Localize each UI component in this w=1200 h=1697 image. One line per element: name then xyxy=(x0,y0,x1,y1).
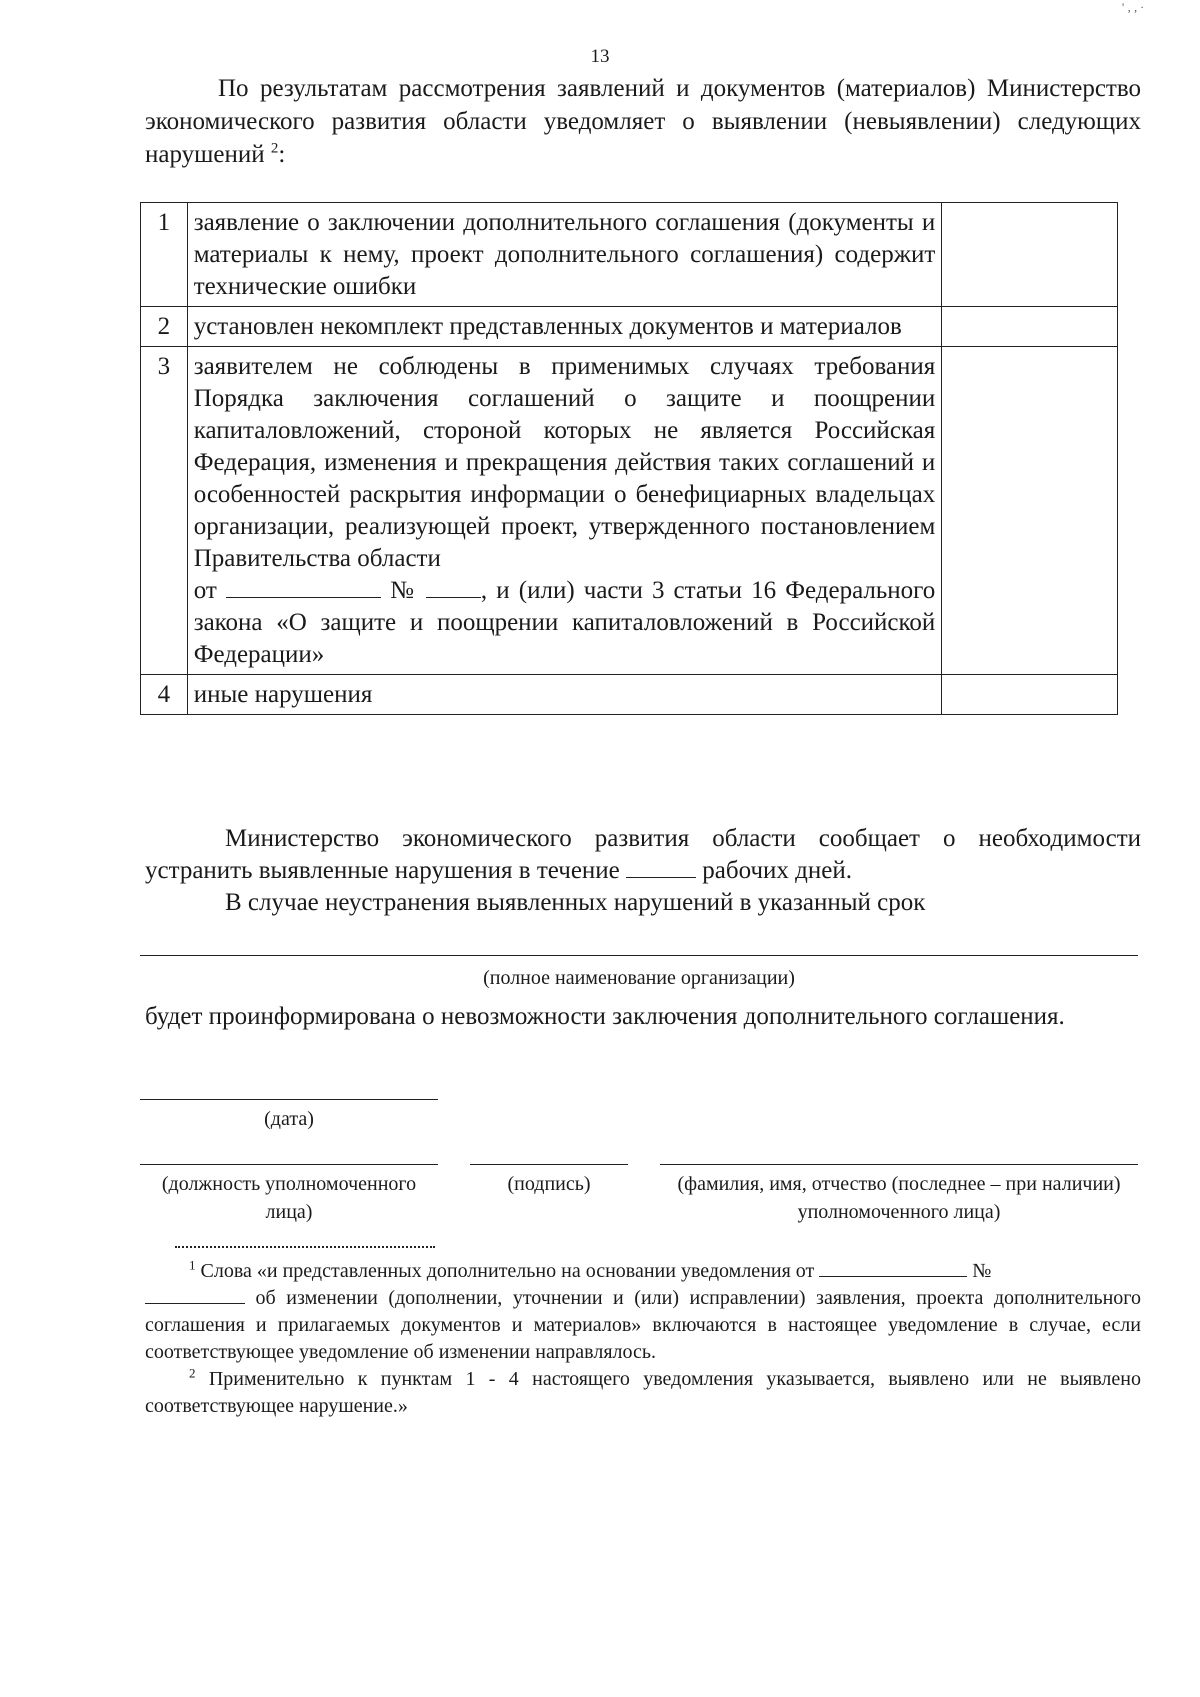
footnote-date-blank[interactable] xyxy=(819,1258,967,1277)
row-number: 1 xyxy=(141,203,188,307)
number-sign: № xyxy=(390,577,417,604)
intro-text: По результатам рассмотрения заявлений и документов (материалов) Министерство экономического развития области уведомляет о выявлении (невыявлении) следующих нарушений xyxy=(145,75,1141,168)
footnote-separator xyxy=(175,1246,435,1248)
table-row xyxy=(141,307,1118,347)
signature-caption: (подпись) xyxy=(507,1173,591,1195)
table-row xyxy=(141,347,1118,675)
date-line[interactable] xyxy=(140,1099,438,1100)
from-label: от xyxy=(193,577,217,604)
full-name-line[interactable] xyxy=(660,1164,1138,1165)
org-name-caption: (полное наименование организации) xyxy=(483,967,795,989)
violation-text-cell xyxy=(187,347,942,675)
footnote-1-text: Слова «и представленных дополнительно на основании уведомления от xyxy=(200,1260,815,1282)
violation-text: заявителем не соблюдены в применимых случаях требования Порядка заключения соглашений о защите и поощрении капиталовложений, стороной которых не является Российская Федерация, изменения и прекращения действия таких соглашений и особенностей раскрытия информации о бенефициарных владельцах организации, реализующей проект, утвержденного постановлением Правительства области xyxy=(193,353,936,572)
row-number: 4 xyxy=(141,675,188,715)
footnote-ref-2: 2 xyxy=(270,140,279,157)
violations-table xyxy=(140,202,1118,715)
row-number: 2 xyxy=(141,307,188,347)
footnote-2 xyxy=(145,1366,1141,1420)
message-line2: В случае неустранения выявленных нарушений в указанный срок xyxy=(225,889,926,916)
org-name-line[interactable] xyxy=(140,955,1138,956)
full-name-caption: (фамилия, имя, отчество (последнее – при наличии) уполномоченного лица) xyxy=(677,1173,1121,1223)
date-blank[interactable] xyxy=(226,575,381,598)
footnote-number-sign: № xyxy=(972,1260,992,1282)
footnotes xyxy=(145,1258,1141,1420)
position-line[interactable] xyxy=(140,1164,438,1165)
page-number: 13 xyxy=(590,46,610,67)
footnote-2-text: Применительно к пунктам 1 - 4 настоящего уведомления указывается, выявлено или не выявлено соответствующее нарушение.» xyxy=(145,1368,1141,1417)
footnote-1-mark: 1 xyxy=(189,1257,196,1273)
violation-text: заявление о заключении дополнительного соглашения (документы и материалы к нему, проект дополнительного соглашения) содержит технические ошибки xyxy=(187,203,942,307)
scan-corner-mark: ' ‚ , · xyxy=(1122,0,1145,14)
inform-paragraph: будет проинформирована о невозможности заключения дополнительного соглашения. xyxy=(145,1003,1065,1030)
footnote-1 xyxy=(145,1258,1141,1366)
result-cell[interactable] xyxy=(942,307,1118,347)
result-cell[interactable] xyxy=(942,203,1118,307)
result-cell[interactable] xyxy=(942,675,1118,715)
position-caption: (должность уполномоченного лица) xyxy=(161,1173,417,1223)
date-caption: (дата) xyxy=(264,1108,314,1130)
table-row xyxy=(141,203,1118,307)
table-row xyxy=(141,675,1118,715)
footnote-2-mark: 2 xyxy=(189,1365,196,1381)
message-text-days: рабочих дней. xyxy=(702,857,852,884)
violation-text-cont: , и (или) части 3 статьи 16 Федерального закона «О защите и поощрении капиталовложений в Российской Федерации» xyxy=(193,577,936,668)
intro-paragraph xyxy=(145,72,1141,171)
number-blank[interactable] xyxy=(426,575,481,598)
message-paragraph xyxy=(145,823,1141,919)
violation-text: установлен некомплект представленных документов и материалов xyxy=(187,307,942,347)
footnote-1-text-cont: об изменении (дополнении, уточнении и (или) исправлении) заявления, проекта дополнительного соглашения и прилагаемых документов и материалов» включаются в настоящее уведомление в случае, если соответствующее уведомление об изменении направлялось. xyxy=(145,1287,1142,1363)
row-number: 3 xyxy=(141,347,188,675)
result-cell[interactable] xyxy=(942,347,1118,675)
intro-colon: : xyxy=(278,141,286,168)
signature-line[interactable] xyxy=(470,1164,628,1165)
message-text: Министерство экономического развития области сообщает о необходимости устранить выявленные нарушения в течение xyxy=(145,825,1141,884)
days-blank[interactable] xyxy=(626,855,696,878)
violation-text: иные нарушения xyxy=(187,675,942,715)
footnote-number-blank[interactable] xyxy=(145,1285,245,1304)
